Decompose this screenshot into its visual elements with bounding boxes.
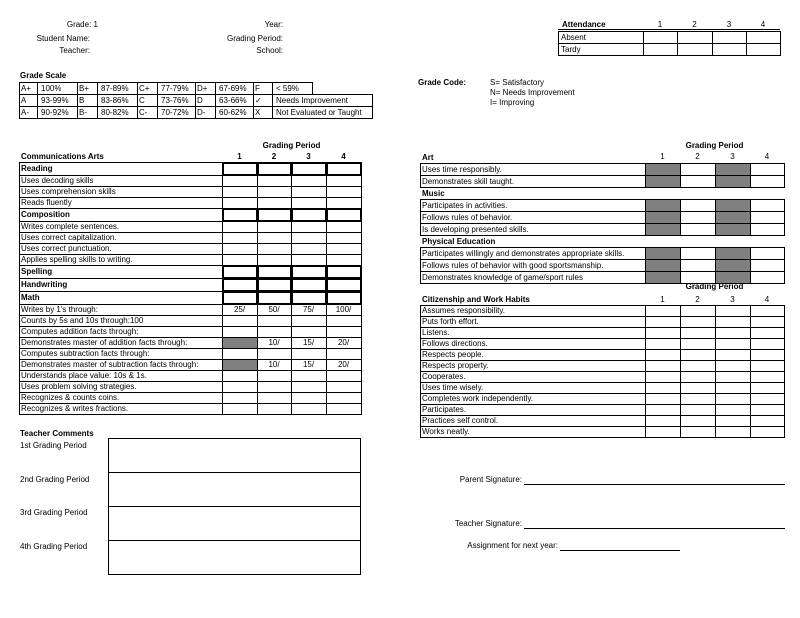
left-cell-value: 20/ (337, 360, 350, 369)
left-cell-value: 50/ (268, 305, 280, 314)
left-period-header: 4 (341, 152, 346, 161)
right-period-header: 2 (695, 152, 700, 161)
attendance-rule (558, 29, 780, 30)
attendance-period-header: 4 (760, 20, 766, 29)
left-row-label: Applies spelling skills to writing. (21, 255, 133, 264)
right-section-label: Art (422, 153, 434, 162)
left-row-label: Understands place value: 10s & 1s. (21, 371, 147, 380)
comments-divider-3 (108, 540, 361, 541)
left-cell-value: 10/ (268, 338, 280, 347)
grading-period-label: Grading Period: (226, 34, 283, 43)
grade-scale-range: 63-66% (219, 96, 247, 105)
teacher-signature-label: Teacher Signature: (454, 519, 522, 528)
citizenship-grade-cell[interactable] (750, 426, 785, 438)
grade-scale-letter: C+ (139, 84, 150, 93)
right-grade-cell[interactable] (680, 223, 716, 236)
citizenship-row-label: Respects property. (422, 361, 489, 370)
left-row-label-cell (19, 291, 223, 305)
grade-scale-letter: F (255, 84, 260, 93)
left-section-cell[interactable] (291, 265, 327, 279)
year-label: Year: (264, 20, 283, 29)
grade-scale-range: 77-79% (161, 84, 189, 93)
left-cell-value: 15/ (302, 338, 315, 347)
right-grade-cell[interactable] (680, 175, 716, 188)
student-name-label: Student Name: (36, 34, 90, 43)
right-shaded-cell (646, 164, 680, 175)
right-shaded-cell (646, 200, 680, 211)
right-shaded-cell (716, 224, 750, 235)
teacher-signature-line[interactable] (524, 528, 785, 529)
left-row-label: Recognizes & writes fractions. (21, 404, 129, 413)
attendance-row-label: Tardy (561, 45, 581, 54)
grade-scale-range: 87-89% (101, 84, 129, 93)
right-period-header-2: 1 (660, 295, 665, 304)
left-row-label: Uses correct capitalization. (21, 233, 117, 242)
grade-scale-letter: X (255, 108, 261, 117)
citizenship-row-label: Respects people. (422, 350, 484, 359)
right-shaded-cell (646, 176, 680, 187)
left-shaded-cell (223, 338, 257, 348)
grade-scale-range: < 59% (276, 84, 299, 93)
grade-value: 1 (93, 20, 98, 29)
left-row-label: Computes subtraction facts through: (21, 349, 150, 358)
citizenship-row-label: Participates. (422, 405, 467, 414)
citizenship-row-label: Completes work independently. (422, 394, 534, 403)
left-section-cell[interactable] (326, 162, 362, 176)
left-section-cell[interactable] (222, 162, 258, 176)
right-shaded-cell (646, 224, 680, 235)
left-section-cell[interactable] (257, 162, 292, 176)
right-period-header-2: 4 (764, 295, 770, 304)
communications-arts-title: Communications Arts (21, 152, 104, 161)
left-cell-value: 20/ (337, 338, 350, 347)
left-row-label: Writes complete sentences. (21, 222, 120, 231)
grade-scale-range: 90-92% (41, 108, 69, 117)
left-section-cell[interactable] (222, 291, 258, 305)
left-row-label: Uses comprehension skills (21, 187, 116, 196)
citizenship-row-label: Practices self control. (422, 416, 499, 425)
left-cell-value: 75/ (302, 305, 315, 314)
right-period-header-2: 2 (695, 295, 700, 304)
right-shaded-cell (646, 212, 680, 223)
right-shaded-cell (716, 248, 750, 259)
left-section-cell[interactable] (326, 278, 362, 292)
right-shaded-cell (716, 176, 750, 187)
right-shaded-cell (646, 248, 680, 259)
grade-code-list (490, 78, 575, 108)
comment-label-3: 3rd Grading Period (20, 508, 88, 517)
grade-scale-letter: C- (139, 108, 148, 117)
left-grade-cell[interactable] (257, 403, 292, 415)
grade-scale-letter: D (197, 96, 203, 105)
citizenship-grade-cell[interactable] (680, 426, 716, 438)
grade-scale-letter: D- (197, 108, 206, 117)
citizenship-row-label: Uses time wisely. (422, 383, 484, 392)
left-row-label: Demonstrates master of addition facts through: (21, 338, 188, 347)
grade-scale-range: 83-86% (101, 96, 129, 105)
grade-scale-title: Grade Scale (20, 71, 67, 80)
left-grade-cell[interactable] (326, 403, 362, 415)
left-grading-period-title: Grading Period (262, 141, 321, 150)
left-section-label: Handwriting (21, 280, 68, 289)
grade-scale-range: Not Evaluated or Taught (276, 108, 362, 117)
grade-scale-letter: B+ (79, 84, 90, 93)
right-row-label: Participates willingly and demonstrates appropriate skills. (422, 249, 625, 258)
left-cell-value: 25/ (233, 305, 246, 314)
citizenship-row-label: Follows directions. (422, 339, 488, 348)
left-row-label: Uses correct punctuation. (21, 244, 112, 253)
left-section-cell[interactable] (257, 208, 292, 222)
left-section-label: Math (21, 293, 40, 302)
grade-scale-range: 73-76% (161, 96, 189, 105)
left-period-header: 3 (306, 152, 311, 161)
left-section-cell[interactable] (222, 208, 258, 222)
right-period-header-2: 3 (730, 295, 735, 304)
right-grading-period-title-2: Grading Period (685, 282, 744, 291)
attendance-cell[interactable] (643, 43, 678, 56)
left-section-cell[interactable] (291, 162, 327, 176)
comments-divider-2 (108, 506, 361, 507)
right-shaded-cell (716, 212, 750, 223)
teacher-comments-title: Teacher Comments (20, 429, 94, 438)
left-cell-value: 15/ (302, 360, 315, 369)
right-shaded-cell (716, 200, 750, 211)
right-period-header: 3 (730, 152, 735, 161)
grade-scale-range: 60-62% (219, 108, 247, 117)
parent-signature-label: Parent Signature: (459, 475, 522, 484)
right-row-label: Follows rules of behavior. (422, 213, 513, 222)
left-row-label: Demonstrates master of subtraction facts through: (21, 360, 199, 369)
grade-scale-letter: ✓ (255, 96, 262, 105)
school-label: School: (256, 46, 283, 55)
attendance-cell[interactable] (746, 43, 781, 56)
left-row-label: Computes addition facts through: (21, 327, 139, 336)
assignment-label: Assignment for next year: (467, 541, 558, 550)
attendance-title: Attendance (562, 20, 606, 29)
attendance-period-header: 1 (657, 20, 663, 29)
right-shaded-cell (716, 164, 750, 175)
parent-signature-line[interactable] (524, 484, 785, 485)
right-grading-period-title: Grading Period (685, 141, 744, 150)
grade-scale-range: 80-82% (101, 108, 129, 117)
attendance-row-label: Absent (561, 33, 586, 42)
citizenship-grade-cell[interactable] (715, 426, 751, 438)
attendance-divider (558, 43, 644, 44)
citizenship-row-label: Assumes responsibility. (422, 306, 505, 315)
left-section-cell[interactable] (326, 291, 362, 305)
left-cell-value: 100/ (335, 305, 352, 314)
citizenship-row-label: Works neatly. (422, 427, 470, 436)
right-row-label: Demonstrates knowledge of game/sport rules (422, 273, 583, 282)
right-section-label: Music (422, 189, 445, 198)
right-row-label: Participates in activities. (422, 201, 508, 210)
left-section-cell[interactable] (291, 208, 327, 222)
citizenship-row-label: Cooperates. (422, 372, 466, 381)
right-row-label: Follows rules of behavior with good sportsmanship. (422, 261, 604, 270)
attendance-cell[interactable] (677, 43, 713, 56)
grade-scale-range: 70-72% (161, 108, 189, 117)
left-period-header: 2 (271, 152, 277, 161)
attendance-cell[interactable] (712, 43, 747, 56)
grade-code-s: S= Satisfactory (490, 78, 545, 87)
grade-code-title: Grade Code: (418, 78, 467, 87)
attendance-period-header: 3 (726, 20, 732, 29)
left-shaded-cell (223, 360, 257, 370)
comments-divider-1 (108, 472, 361, 473)
grade-scale-range: 93-99% (41, 96, 69, 105)
comment-label-1: 1st Grading Period (20, 441, 87, 450)
citizenship-row-label: Puts forth effort. (422, 317, 479, 326)
comment-label-4: 4th Grading Period (20, 542, 88, 551)
left-section-cell[interactable] (222, 278, 258, 292)
grade-scale-range: Needs Improvement (276, 96, 349, 105)
left-section-cell[interactable] (326, 208, 362, 222)
left-section-cell[interactable] (222, 265, 258, 279)
grade-scale-letter: C (139, 96, 145, 105)
grade-scale-range: 67-69% (219, 84, 247, 93)
right-row-label: Is developing presented skills. (422, 225, 529, 234)
left-section-cell[interactable] (257, 265, 292, 279)
left-grade-cell[interactable] (222, 403, 258, 415)
left-row-label: Uses problem solving strategies. (21, 382, 137, 391)
grade-scale-letter: D+ (197, 84, 208, 93)
right-section-label: Physical Education (422, 237, 496, 246)
left-row-label: Counts by 5s and 10s through:100 (21, 316, 144, 325)
right-row-label: Demonstrates skill taught. (422, 177, 515, 186)
right-row-label: Uses time responsibly. (422, 165, 502, 174)
left-period-header: 1 (237, 152, 242, 161)
right-grade-cell[interactable] (750, 223, 785, 236)
left-section-label: Reading (21, 164, 53, 173)
grade-scale-letter: A (21, 96, 27, 105)
left-section-cell[interactable] (257, 278, 292, 292)
grade-scale-letter: B (79, 96, 85, 105)
grade-scale-range: 100% (41, 84, 62, 93)
grade-scale-letter: A- (21, 108, 29, 117)
left-section-label: Spelling (21, 267, 53, 276)
assignment-line[interactable] (560, 550, 680, 551)
attendance-period-header: 2 (692, 20, 697, 29)
citizenship-grade-cell[interactable] (645, 426, 681, 438)
left-section-cell[interactable] (326, 265, 362, 279)
grade-scale-letter: B- (79, 108, 87, 117)
left-row-label: Uses decoding skills (21, 176, 94, 185)
left-row-label: Reads fluently (21, 198, 72, 207)
comment-label-2: 2nd Grading Period (20, 475, 90, 484)
grade-scale-letter: A+ (21, 84, 32, 93)
left-row-label: Writes by 1's through: (21, 305, 98, 314)
left-grade-cell[interactable] (291, 403, 327, 415)
grade-label: Grade: 1 (66, 20, 98, 29)
left-row-label: Recognizes & counts coins. (21, 393, 120, 402)
right-shaded-cell (716, 260, 750, 271)
right-period-header: 4 (764, 152, 770, 161)
left-section-cell[interactable] (291, 291, 327, 305)
left-section-label: Composition (21, 210, 70, 219)
grade-code-i: I= Improving (490, 98, 535, 107)
citizenship-title: Citizenship and Work Habits (422, 295, 530, 304)
grade-code-n: N= Needs Improvement (490, 88, 575, 97)
teacher-label: Teacher: (59, 46, 90, 55)
left-section-cell[interactable] (257, 291, 292, 305)
right-period-header: 1 (660, 152, 665, 161)
right-grade-cell[interactable] (750, 175, 785, 188)
citizenship-row-label: Listens. (422, 328, 450, 337)
right-shaded-cell (646, 260, 680, 271)
left-cell-value: 10/ (268, 360, 280, 369)
left-section-cell[interactable] (291, 278, 327, 292)
